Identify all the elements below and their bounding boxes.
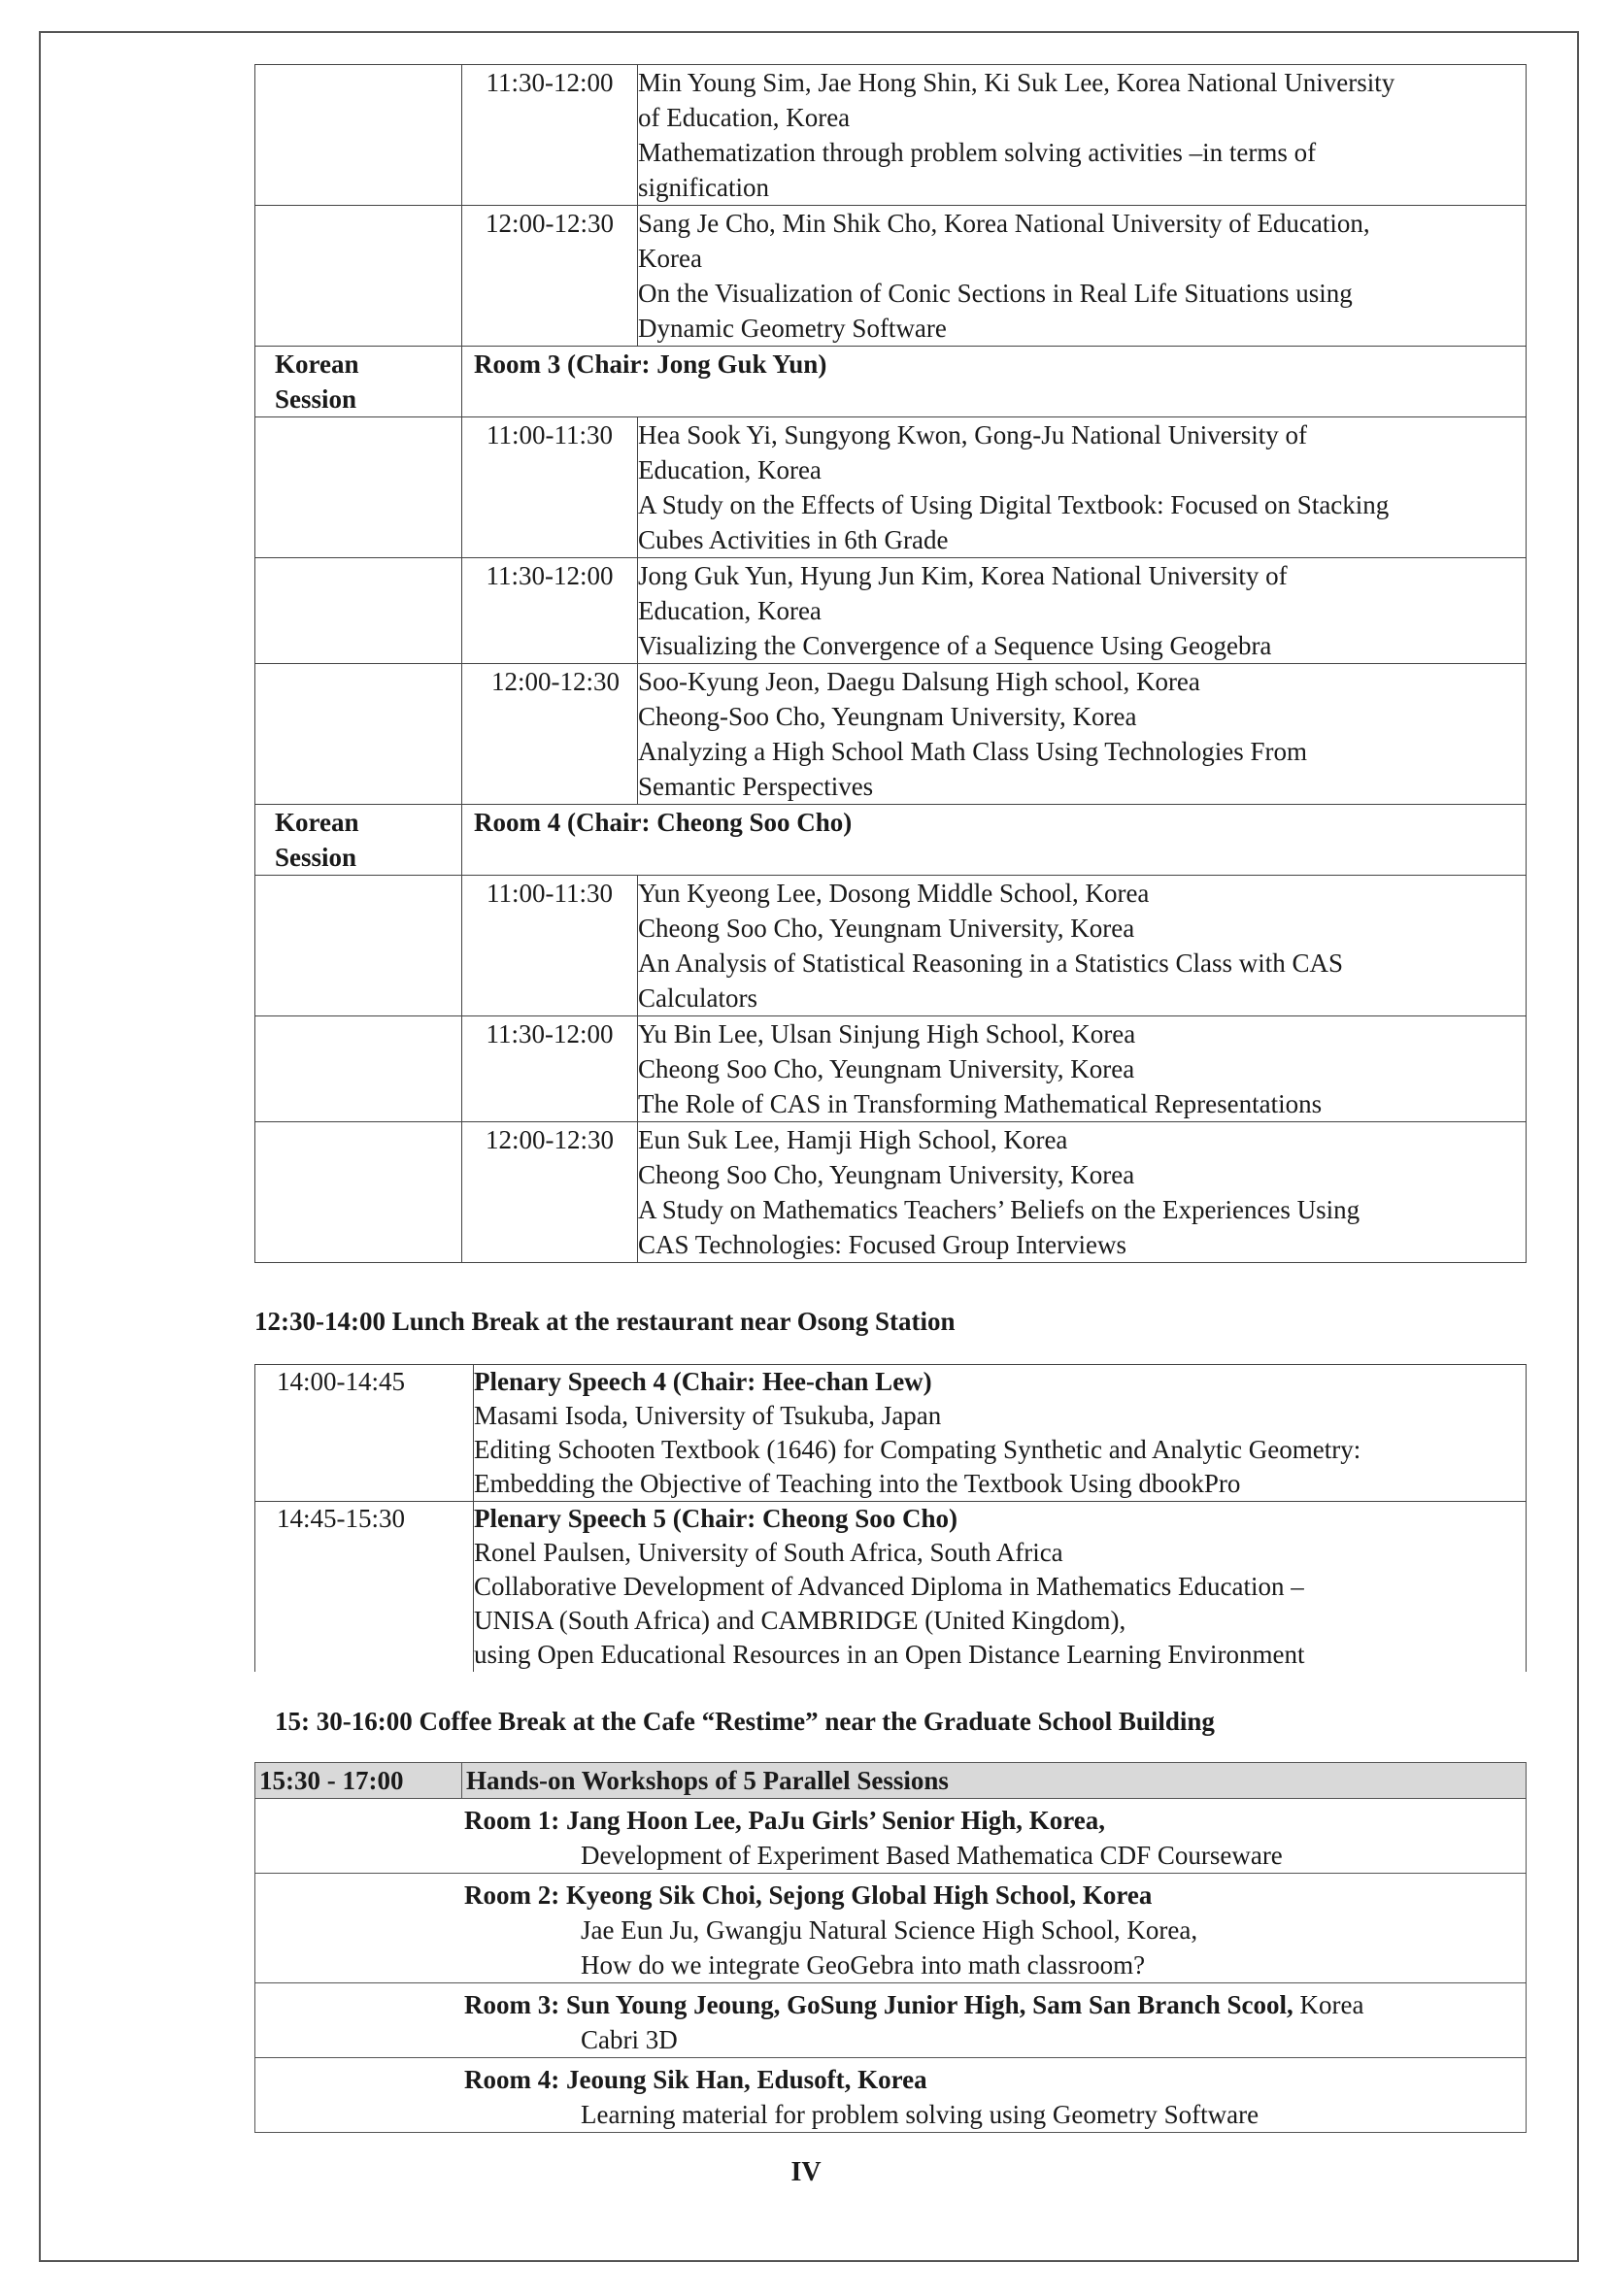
- talk-line: Eun Suk Lee, Hamji High School, Korea: [638, 1125, 1068, 1154]
- talk-line: Cheong-Soo Cho, Yeungnam University, Korea: [638, 702, 1137, 731]
- talk-details: [638, 206, 1527, 347]
- talk-details: [638, 1016, 1527, 1122]
- talk-details: [638, 664, 1527, 805]
- talk-row: [255, 417, 1527, 558]
- workshop-line: How do we integrate GeoGebra into math classroom?: [581, 1950, 1146, 1980]
- plenary-line: Masami Isoda, University of Tsukuba, Japan: [474, 1401, 942, 1430]
- workshop-line: Jae Eun Ju, Gwangju Natural Science High School, Korea,: [581, 1915, 1198, 1945]
- session-label-cell: [255, 1016, 462, 1122]
- talk-line: Jong Guk Yun, Hyung Jun Kim, Korea National University of: [638, 561, 1288, 590]
- talk-row: [255, 1122, 1527, 1263]
- workshop-room-row: [255, 2058, 1527, 2133]
- session-label: [255, 805, 462, 876]
- workshop-presenter: Kyeong Sik Choi, Sejong Global High School, Korea: [565, 1880, 1153, 1910]
- talk-time: 11:30-12:00: [462, 1016, 638, 1122]
- talk-line: A Study on the Effects of Using Digital Textbook: Focused on Stacking: [638, 490, 1390, 519]
- workshop-room-row: [255, 1983, 1527, 2058]
- workshop-presenter: Jeoung Sik Han, Edusoft, Korea: [565, 2065, 927, 2094]
- plenary-title: Plenary Speech 5 (Chair: Cheong Soo Cho): [474, 1504, 957, 1533]
- session-label-line: Session: [275, 843, 357, 872]
- session-label-cell: [255, 1122, 462, 1263]
- room-chair: Room 4 (Chair: Cheong Soo Cho): [462, 805, 1527, 876]
- talk-time: 12:00-12:30: [462, 206, 638, 347]
- workshop-presenter-tail: Korea: [1293, 1990, 1364, 2019]
- talk-details: [638, 1122, 1527, 1263]
- talk-line: Mathematization through problem solving activities –in terms of: [638, 138, 1317, 167]
- workshops-header-row: [255, 1763, 1527, 1799]
- talk-line: signification: [638, 173, 769, 202]
- session-label-cell: [255, 206, 462, 347]
- workshop-line: Development of Experiment Based Mathematica CDF Courseware: [581, 1841, 1283, 1870]
- plenary-details: [474, 1502, 1527, 1673]
- workshop-room: [255, 2058, 1527, 2133]
- talk-line: Yu Bin Lee, Ulsan Sinjung High School, Korea: [638, 1019, 1136, 1048]
- session-label: [255, 347, 462, 417]
- talk-line: Semantic Perspectives: [638, 772, 874, 801]
- plenary-line: Ronel Paulsen, University of South Africa, South Africa: [474, 1538, 1063, 1567]
- talk-line: Sang Je Cho, Min Shik Cho, Korea National University of Education,: [638, 209, 1370, 238]
- talk-line: Korea: [638, 244, 702, 273]
- session-label-line: Session: [275, 384, 357, 414]
- talk-line: CAS Technologies: Focused Group Interviews: [638, 1230, 1127, 1259]
- session-label-cell: [255, 664, 462, 805]
- workshop-room-head: [464, 1987, 1526, 2022]
- session-label-line: Korean: [275, 349, 359, 379]
- coffee-break-line: 15: 30-16:00 Coffee Break at the Cafe “Restime” near the Graduate School Building: [275, 1707, 1215, 1736]
- talk-line: Cheong Soo Cho, Yeungnam University, Korea: [638, 1054, 1135, 1083]
- talk-line: Cubes Activities in 6th Grade: [638, 525, 949, 554]
- talk-time: 11:00-11:30: [462, 417, 638, 558]
- session-header-row: [255, 347, 1527, 417]
- workshop-room-head: [464, 1878, 1526, 1913]
- talk-line: of Education, Korea: [638, 103, 851, 132]
- plenary-row: [255, 1502, 1527, 1673]
- workshops-title: Hands-on Workshops of 5 Parallel Sessions: [462, 1763, 1527, 1799]
- plenary-table: [254, 1364, 1527, 1672]
- talk-time: 11:30-12:00: [462, 558, 638, 664]
- talk-line: Dynamic Geometry Software: [638, 314, 947, 343]
- workshop-room-row: [255, 1799, 1527, 1874]
- workshop-room-head: [464, 1803, 1526, 1838]
- workshop-room-label: Room 3:: [464, 1990, 560, 2019]
- session-label-line: Korean: [275, 808, 359, 837]
- workshop-presenter: Sun Young Jeoung, GoSung Junior High, Sam San Branch Scool,: [565, 1990, 1293, 2019]
- workshop-line: Learning material for problem solving using Geometry Software: [581, 2100, 1259, 2129]
- plenary-line: Collaborative Development of Advanced Diploma in Mathematics Education –: [474, 1572, 1304, 1601]
- talk-details: [638, 876, 1527, 1016]
- talk-line: Education, Korea: [638, 455, 822, 484]
- lunch-break-line: 12:30-14:00 Lunch Break at the restaurant near Osong Station: [254, 1307, 956, 1336]
- talk-details: [638, 417, 1527, 558]
- talk-line: Min Young Sim, Jae Hong Shin, Ki Suk Lee, Korea National University: [638, 68, 1395, 97]
- talk-line: On the Visualization of Conic Sections in Real Life Situations using: [638, 279, 1353, 308]
- talk-row: [255, 1016, 1527, 1122]
- workshop-room-label: Room 4:: [464, 2065, 560, 2094]
- plenary-time: 14:45-15:30: [255, 1502, 474, 1673]
- talk-time: 11:30-12:00: [462, 65, 638, 206]
- talk-details: [638, 65, 1527, 206]
- plenary-title: Plenary Speech 4 (Chair: Hee-chan Lew): [474, 1367, 932, 1396]
- talk-row: [255, 664, 1527, 805]
- workshop-room: [255, 1874, 1527, 1983]
- talk-line: Hea Sook Yi, Sungyong Kwon, Gong-Ju National University of: [638, 420, 1307, 449]
- workshop-room: [255, 1983, 1527, 2058]
- talk-row: [255, 65, 1527, 206]
- plenary-line: using Open Educational Resources in an Open Distance Learning Environment: [474, 1640, 1305, 1669]
- plenary-row: [255, 1365, 1527, 1502]
- workshop-room-row: [255, 1874, 1527, 1983]
- workshop-presenter: Jang Hoon Lee, PaJu Girls’ Senior High, Korea,: [565, 1806, 1106, 1835]
- session-label-cell: [255, 417, 462, 558]
- plenary-line: Embedding the Objective of Teaching into the Textbook Using dbookPro: [474, 1469, 1241, 1498]
- talk-row: [255, 206, 1527, 347]
- talk-row: [255, 876, 1527, 1016]
- workshop-room-head: [464, 2062, 1526, 2097]
- talk-time: 12:00-12:30: [462, 1122, 638, 1263]
- workshops-time: 15:30 - 17:00: [255, 1763, 462, 1799]
- workshop-room: [255, 1799, 1527, 1874]
- session-header-row: [255, 805, 1527, 876]
- talk-line: Cheong Soo Cho, Yeungnam University, Korea: [638, 1160, 1135, 1189]
- plenary-line: Editing Schooten Textbook (1646) for Compating Synthetic and Analytic Geometry:: [474, 1435, 1361, 1464]
- session-label-cell: [255, 558, 462, 664]
- talk-line: A Study on Mathematics Teachers’ Beliefs on the Experiences Using: [638, 1195, 1360, 1224]
- workshops-table: [254, 1762, 1527, 2133]
- workshop-line: Cabri 3D: [581, 2025, 678, 2054]
- talk-line: Education, Korea: [638, 596, 822, 625]
- session-label-cell: [255, 65, 462, 206]
- talk-line: Yun Kyeong Lee, Dosong Middle School, Korea: [638, 879, 1150, 908]
- talk-line: Calculators: [638, 983, 757, 1013]
- talk-row: [255, 558, 1527, 664]
- room-chair: Room 3 (Chair: Jong Guk Yun): [462, 347, 1527, 417]
- talk-time: 11:00-11:30: [462, 876, 638, 1016]
- talk-line: Soo-Kyung Jeon, Daegu Dalsung High school, Korea: [638, 667, 1200, 696]
- talk-time: 12:00-12:30: [462, 664, 638, 805]
- plenary-time: 14:00-14:45: [255, 1365, 474, 1502]
- plenary-line: UNISA (South Africa) and CAMBRIDGE (United Kingdom),: [474, 1606, 1126, 1635]
- page-number: IV: [790, 2157, 822, 2187]
- workshop-room-label: Room 1:: [464, 1806, 560, 1835]
- talk-line: Visualizing the Convergence of a Sequence Using Geogebra: [638, 631, 1272, 660]
- session-label-cell: [255, 876, 462, 1016]
- talk-line: Cheong Soo Cho, Yeungnam University, Korea: [638, 914, 1135, 943]
- talk-line: Analyzing a High School Math Class Using Technologies From: [638, 737, 1308, 766]
- talk-line: The Role of CAS in Transforming Mathematical Representations: [638, 1089, 1323, 1118]
- talk-line: An Analysis of Statistical Reasoning in a Statistics Class with CAS: [638, 948, 1343, 978]
- schedule-table-morning: [254, 64, 1527, 1263]
- plenary-details: [474, 1365, 1527, 1502]
- workshop-room-label: Room 2:: [464, 1880, 560, 1910]
- talk-details: [638, 558, 1527, 664]
